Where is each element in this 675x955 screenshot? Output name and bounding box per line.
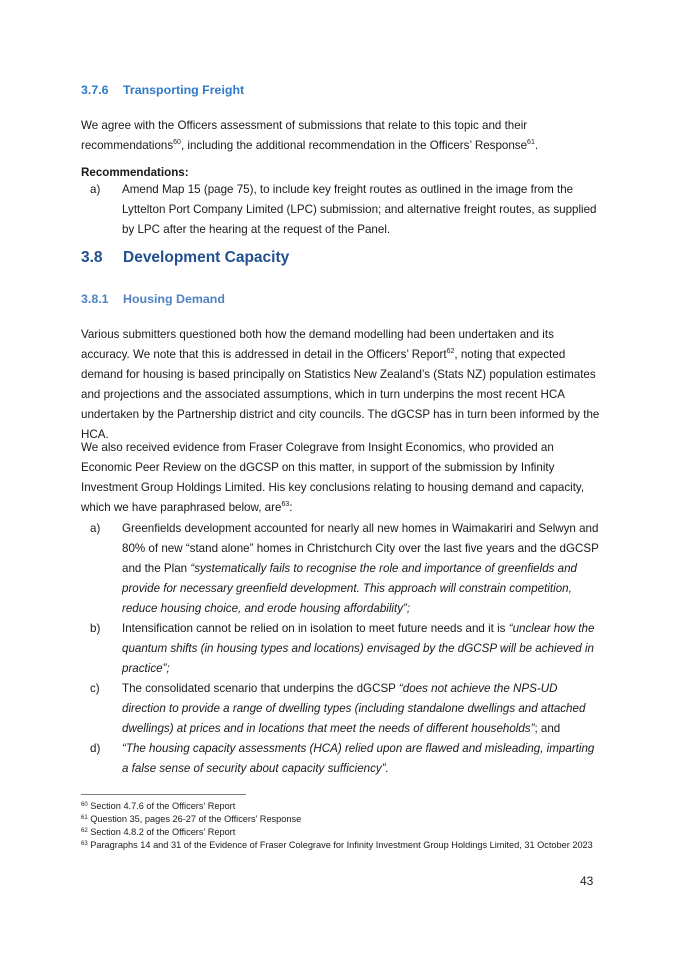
list-item: b) Intensification cannot be relied on in isolation to meet future needs and it is “unclear how the quantum shifts (in housing types and locations) envisaged by the dGCSP will be achieved in practice”; — [81, 619, 601, 679]
list-marker: a) — [90, 522, 101, 535]
conclusions-list — [81, 519, 601, 779]
footnote-60: $^{60}$ Section 4.7.6 of the Officers’ Report — [81, 801, 236, 811]
footnote-ref-61[interactable]: 61 — [527, 139, 535, 146]
recommendations-label: Recommendations: — [81, 166, 189, 179]
list-item: c) The consolidated scenario that underpins the dGCSP “does not achieve the NPS-UD direction to provide a range of dwelling types (including standalone dwellings and attached dwellings) at prices and in locations that meet the needs of different households”; and — [81, 679, 601, 739]
paragraph-evidence: We also received evidence from Fraser Colegrave from Insight Economics, who provided an Economic Peer Review on the dGCSP on this matter, in support of the submission by Infinity Investment Group Holdings Limited. His key conclusions relating to housing demand and capacity, which we have paraphrased below, are$^{63}$: — [81, 441, 585, 514]
list-item: d) “The housing capacity assessments (HCA) relied upon are flawed and misleading, imparting a false sense of security about capacity sufficiency”. — [81, 739, 601, 779]
footnote-ref-60[interactable]: 60 — [173, 139, 181, 146]
heading-3-8-1 — [81, 292, 225, 306]
footnote-63: $^{63}$ Paragraphs 14 and 31 of the Evidence of Fraser Colegrave for Infinity Investment Group Holdings Limited, 31 October 2023 — [81, 840, 593, 850]
heading-3-7-6 — [81, 83, 244, 97]
list-marker: a) — [90, 183, 101, 196]
footnote-61: $^{61}$ Question 35, pages 26-27 of the Officers’ Response — [81, 814, 302, 824]
section-number: 3.8.1 — [81, 292, 109, 306]
section-title: Transporting Freight — [123, 83, 245, 97]
section-number: 3.7.6 — [81, 83, 109, 97]
page-number: 43 — [580, 874, 594, 888]
footnote-62: $^{62}$ Section 4.8.2 of the Officers’ Report — [81, 827, 236, 837]
footnotes — [81, 800, 601, 852]
list-marker: c) — [90, 682, 100, 695]
list-item: a) Greenfields development accounted for nearly all new homes in Waimakariri and Selwyn and 80% of new “stand alone” homes in Christchurch City over the last five years and the dGCSP and the Plan “systematically fails to recognise the role and importance of greenfields and provide for necessary greenfield development. This approach will constrain competition, reduce housing choice, and erode housing affordability”; — [81, 519, 601, 619]
section-number: 3.8 — [81, 249, 103, 266]
recommendations-list — [81, 180, 601, 240]
list-item: a) Amend Map 15 (page 75), to include key freight routes as outlined in the image from the Lyttelton Port Company Limited (LPC) submission; and alternative freight routes, as supplied by LPC after the hearing at the request of the Panel. — [81, 180, 601, 240]
heading-3-8 — [81, 249, 289, 267]
footnote-separator — [81, 794, 246, 795]
footnote-ref-63[interactable]: 63 — [281, 501, 290, 508]
footnote-ref-62[interactable]: 62 — [446, 348, 455, 355]
paragraph-housing-demand: Various submitters questioned both how the demand modelling had been undertaken and its accuracy. We note that this is addressed in detail in the Officers’ Report$^{62}$, noting that expected demand for housing is based principally on Statistics New Zealand’s (Stats NZ) population estimates and projections and the associated assumptions, which in turn underpins the most recent HCA undertaken by the Partnership district and city councils. The dGCSP has in turn been informed by the HCA. — [81, 328, 600, 441]
list-marker: b) — [90, 622, 101, 635]
list-marker: d) — [90, 742, 101, 755]
section-title: Housing Demand — [123, 292, 225, 306]
paragraph-freight: We agree with the Officers assessment of submissions that relate to this topic and their recommendations$^{60}$, including the additional recommendation in the Officers’ Response$^{61}$. — [81, 119, 539, 152]
section-title: Development Capacity — [123, 249, 290, 266]
